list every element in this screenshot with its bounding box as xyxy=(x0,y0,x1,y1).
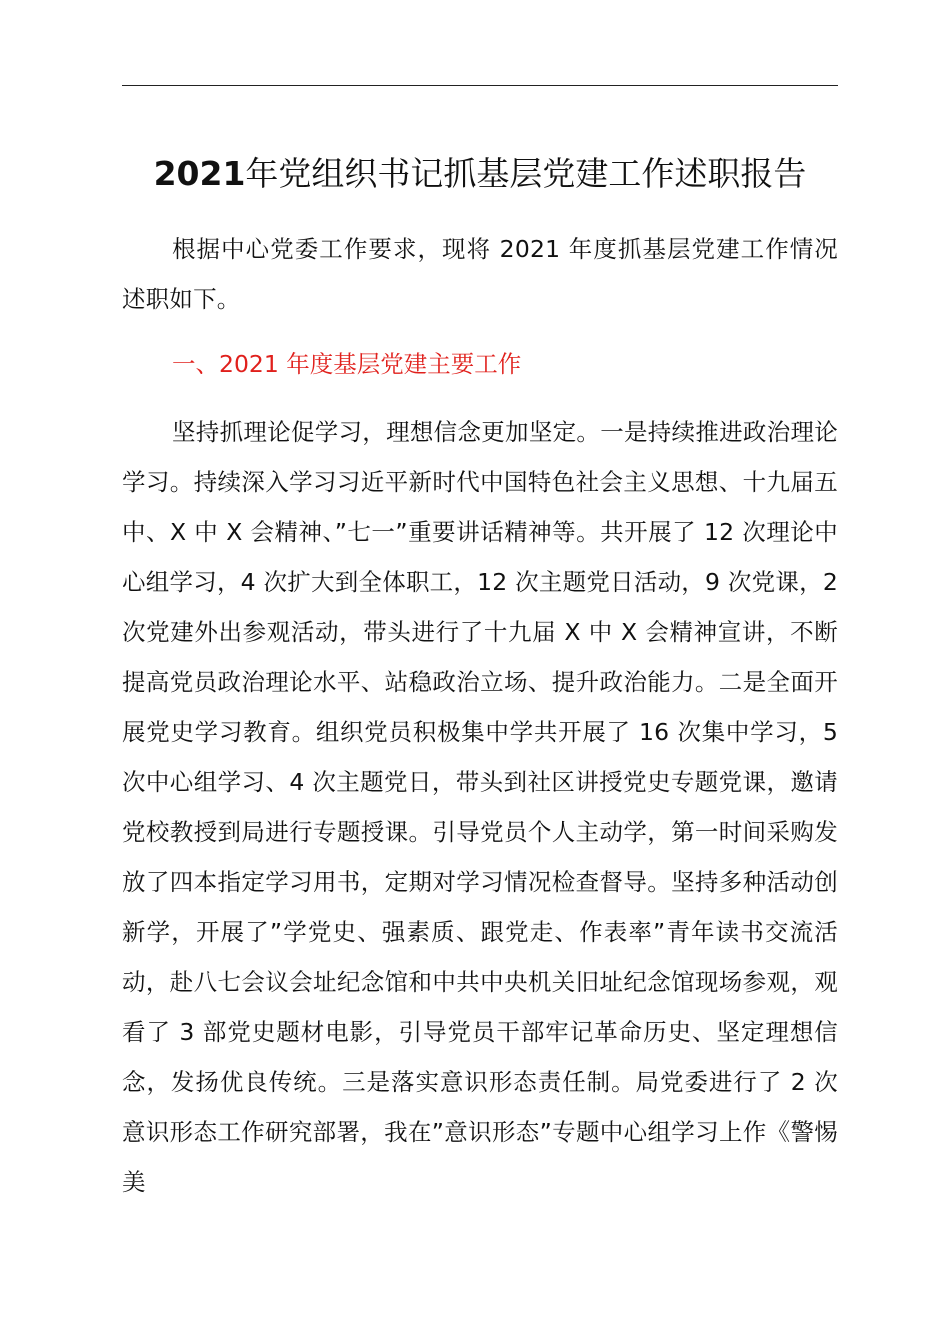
main-paragraph: 坚持抓理论促学习，理想信念更加坚定。一是持续推进政治理论学习。持续深入学习习近平新时代中国特色社会主义思想、十九届五中、X 中 X 会精神、”七一”重要讲话精神等。共开展了 12 次理论中心组学习，4 次扩大到全体职工，12 次主题党日活动，9 次党课，2 次党建外出参观活动，带头进行了十九届 X 中 X 会精神宣讲，不断提高党员政治理论水平、站稳政治立场、提升政治能力。二是全面开展党史学习教育。组织党员积极集中学共开展了 16 次集中学习，5 次中心组学习、4 次主题党日，带头到社区讲授党史专题党课，邀请党校教授到局进行专题授课。引导党员个人主动学，第一时间采购发放了四本指定学习用书，定期对学习情况检查督导。坚持多种活动创新学，开展了”学党史、强素质、跟党走、作表率”青年读书交流活动，赴八七会议会址纪念馆和中共中央机关旧址纪念馆现场参观，观看了 3 部党史题材电影，引导党员干部牢记革命历史、坚定理想信念，发扬优良传统。三是落实意识形态责任制。局党委进行了 2 次意识形态工作研究部署，我在”意识形态”专题中心组学习上作《警惕美 xyxy=(122,418,838,1196)
header-rule xyxy=(122,85,838,86)
title-text: 年党组织书记抓基层党建工作述职报告 xyxy=(245,154,807,193)
document-title xyxy=(122,148,838,200)
intro-paragraph: 根据中心党委工作要求，现将 2021 年度抓基层党建工作情况述职如下。 xyxy=(122,235,838,313)
title-year: 2021 xyxy=(153,154,246,193)
section-heading: 一、2021 年度基层党建主要工作 xyxy=(172,350,522,378)
